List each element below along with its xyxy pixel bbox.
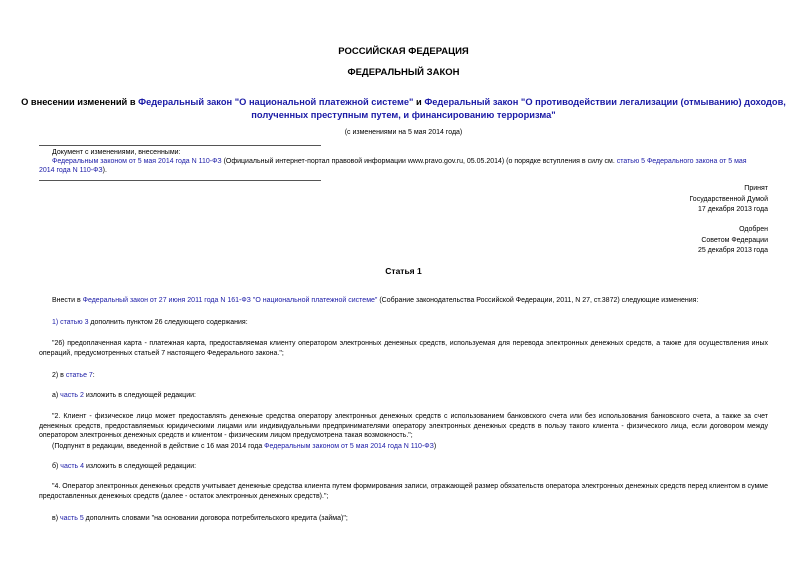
link-part-2[interactable]: часть 2 xyxy=(60,392,84,399)
changes-box-line2 xyxy=(39,166,107,176)
intro-pre: Внести в xyxy=(52,297,83,304)
item-2c-post: дополнить словами "на основании договора потребительского кредита (займа)"; xyxy=(83,515,348,522)
item-2c-pre: в) xyxy=(52,515,60,522)
approved-block xyxy=(698,225,768,257)
item-1-text: дополнить пунктом 26 следующего содержания: xyxy=(88,319,248,326)
law-title xyxy=(0,96,807,109)
item-2-post: : xyxy=(92,372,95,379)
changes-box-bottom-rule xyxy=(39,180,321,181)
approved-label: Одобрен xyxy=(739,226,768,233)
country-heading: РОССИЙСКАЯ ФЕДЕРАЦИЯ xyxy=(338,46,469,57)
link-part-4[interactable]: часть 4 xyxy=(60,463,85,470)
item-2 xyxy=(52,371,95,381)
subitem-note xyxy=(52,442,436,452)
changes-box-label: Документ с изменениями, внесенными: xyxy=(52,149,181,156)
link-article-7[interactable]: статье 7 xyxy=(65,372,93,379)
changes-box-top-rule xyxy=(39,145,321,146)
quote-26: "26) предоплаченная карта - платежная карта, предоставляемая клиенту оператором электронных денежных средств, используемая для перевода электронных денежных средств, а также для осуществления иных операций, предусмотренных статьей 7 настоящего Федерального закона."; xyxy=(39,340,768,357)
article-heading: Статья 1 xyxy=(385,266,422,276)
title-link-money-laundering-law[interactable]: Федеральный закон "О противодействии легализации (отмыванию) доходов, xyxy=(424,97,786,107)
link-fz-110-note[interactable]: Федеральным законом от 5 мая 2014 года N 110-ФЗ xyxy=(264,443,434,450)
item-1 xyxy=(52,318,248,328)
item-2b-post: изложить в следующей редакции: xyxy=(84,463,197,470)
title-link-payment-system-law[interactable]: Федеральный закон "О национальной платежной системе" xyxy=(138,97,414,107)
law-title-line2 xyxy=(0,109,807,122)
changes-box-text-end: ). xyxy=(102,167,107,174)
adopted-label: Принят xyxy=(744,185,768,192)
adopted-block xyxy=(689,184,768,216)
title-link-money-laundering-law-cont[interactable]: полученных преступным путем, и финансированию терроризма" xyxy=(251,110,556,120)
title-prefix: О внесении изменений в xyxy=(21,97,139,107)
quote-part-2: "2. Клиент - физическое лицо может предоставлять денежные средства оператору электронных денежных средств с использованием банковского счета или без использования банковского счета, а также за счет денежных средств, предоставляемых юридическими лицами или индивидуальными предпринимателями оператору электронных денежных средств в пользу такого клиента - физического лица, если договором между оператором электронных денежных средств и клиентом - физическим лицом предусмотрена такая возможность."; xyxy=(39,413,768,440)
link-fz-110-cont[interactable]: 2014 года N 110-ФЗ xyxy=(39,167,103,174)
item-2a xyxy=(52,391,196,401)
link-fz-110[interactable]: Федеральным законом от 5 мая 2014 года N 110-ФЗ xyxy=(52,158,222,165)
changes-note: (с изменениями на 5 мая 2014 года) xyxy=(344,129,463,136)
doc-type-heading: ФЕДЕРАЛЬНЫЙ ЗАКОН xyxy=(347,67,460,78)
changes-box-line xyxy=(52,157,747,167)
intro-paragraph xyxy=(52,296,698,306)
approved-body: Советом Федерации xyxy=(701,236,768,244)
item-2-pre: 2) в xyxy=(52,372,66,379)
adopted-body: Государственной Думой xyxy=(689,195,768,203)
item-2c xyxy=(52,514,348,524)
quote-part-4: "4. Оператор электронных денежных средств учитывает денежные средства клиента путем формирования записи, отражающей размер обязательств оператора электронных денежных средств перед клиентом в сумме предоставленных денежных средств (далее - остаток электронных денежных средств)."; xyxy=(39,483,768,500)
link-fz-161[interactable]: Федеральный закон от 27 июня 2011 года N 161-ФЗ "О национальной платежной системе" xyxy=(82,297,378,304)
link-article-3[interactable]: 1) статью 3 xyxy=(52,319,89,326)
approved-date: 25 декабря 2013 года xyxy=(697,247,768,254)
link-article-5[interactable]: статью 5 Федерального закона от 5 мая xyxy=(616,158,747,165)
intro-post: (Собрание законодательства Российской Федерации, 2011, N 27, ст.3872) следующие изменения: xyxy=(377,297,699,304)
item-2a-post: изложить в следующей редакции: xyxy=(83,392,196,399)
link-part-5[interactable]: часть 5 xyxy=(60,515,84,522)
item-2b-pre: б) xyxy=(52,463,61,470)
adopted-date: 17 декабря 2013 года xyxy=(697,206,768,213)
item-2a-pre: а) xyxy=(52,392,61,399)
changes-box-text: (Официальный интернет-портал правовой информации www.pravo.gov.ru, 05.05.2014) (о порядке вступления в силу см. xyxy=(221,158,617,165)
subnote-post: ) xyxy=(433,443,437,450)
item-2b xyxy=(52,462,196,472)
title-middle: и xyxy=(413,97,425,107)
subnote-pre: (Подпункт в редакции, введенной в действие с 16 мая 2014 года xyxy=(52,443,265,450)
